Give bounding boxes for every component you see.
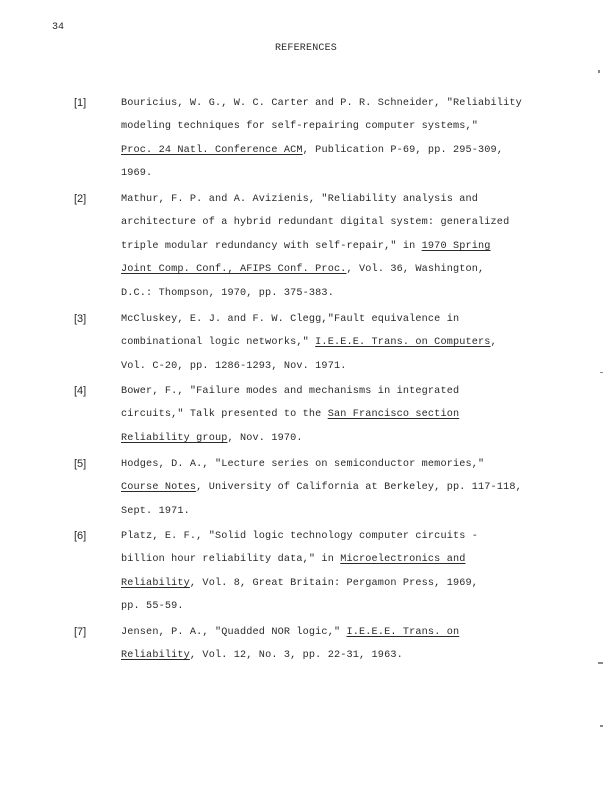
underlined-source: Course Notes xyxy=(121,482,197,494)
reference-line xyxy=(121,194,478,205)
reference-line xyxy=(121,264,484,275)
scan-mark xyxy=(598,70,600,73)
reference-text: , Nov. 1970. xyxy=(227,432,303,444)
reference-text: Platz, E. F., "Solid logic technology computer circuits - xyxy=(121,531,479,542)
underlined-source: Joint Comp. Conf., AFIPS Conf. Proc. xyxy=(121,264,347,276)
underlined-source: Reliability xyxy=(121,650,190,662)
reference-line xyxy=(121,433,303,444)
underlined-source: Reliability group xyxy=(121,432,228,444)
reference-line xyxy=(121,361,347,372)
reference-line xyxy=(121,288,334,299)
reference-line xyxy=(121,554,466,565)
reference-line xyxy=(121,98,522,109)
underlined-source: Proc. 24 Natl. Conference ACM xyxy=(121,144,303,156)
reference-line xyxy=(121,578,478,589)
underlined-source: Microelectronics and xyxy=(340,554,466,566)
reference-text: , Vol. 12, No. 3, pp. 22-31, 1963. xyxy=(189,650,403,662)
reference-line xyxy=(121,121,478,132)
reference-line xyxy=(121,482,522,493)
reference-number: [2] xyxy=(74,193,87,205)
reference-line xyxy=(121,217,509,228)
reference-line xyxy=(121,650,403,661)
reference-text: , University of California at Berkeley, pp. 117-118, xyxy=(196,482,522,494)
reference-text: Mathur, F. P. and A. Avizienis, "Reliability analysis and xyxy=(121,194,479,205)
page-number: 34 xyxy=(52,22,65,33)
reference-number: [7] xyxy=(74,626,87,638)
underlined-source: I.E.E.E. Trans. on xyxy=(346,627,460,638)
reference-text: D.C.: Thompson, 1970, pp. 375-383. xyxy=(121,287,334,299)
reference-line xyxy=(121,506,190,517)
reference-text: pp. 55-59. xyxy=(121,601,184,613)
reference-text: combinational logic networks," xyxy=(121,337,316,349)
reference-text: McCluskey, E. J. and F. W. Clegg,"Fault equivalence in xyxy=(121,314,460,325)
reference-line xyxy=(121,241,491,252)
reference-line xyxy=(121,459,484,470)
underlined-source: Reliability xyxy=(121,577,190,589)
reference-number: [4] xyxy=(74,385,87,397)
reference-line xyxy=(121,168,152,179)
reference-text: modeling techniques for self-repairing computer systems," xyxy=(121,121,479,133)
reference-text: Bower, F., "Failure modes and mechanisms in integrated xyxy=(121,386,460,397)
reference-text: triple modular redundancy with self-repair," in xyxy=(121,240,422,252)
reference-text: , Vol. 36, Washington, xyxy=(346,264,485,276)
reference-text: Jensen, P. A., "Quadded NOR logic," xyxy=(121,627,347,638)
reference-text: Bouricius, W. G., W. C. Carter and P. R. Schneider, "Reliability xyxy=(121,98,522,109)
reference-text: architecture of a hybrid redundant digital system: generalized xyxy=(121,217,510,229)
reference-text: 1969. xyxy=(121,168,153,180)
scan-mark xyxy=(600,372,603,373)
reference-text: circuits," Talk presented to the xyxy=(121,409,328,421)
reference-text: , Publication P-69, pp. 295-309, xyxy=(302,144,504,156)
reference-number: [1] xyxy=(74,97,87,109)
page-title: REFERENCES xyxy=(274,43,337,54)
reference-line xyxy=(121,314,459,325)
reference-number: [3] xyxy=(74,313,87,325)
reference-text: , xyxy=(490,337,497,349)
reference-text: Hodges, D. A., "Lecture series on semiconductor memories," xyxy=(121,459,485,470)
underlined-source: San Francisco section xyxy=(327,409,460,421)
scan-mark xyxy=(598,662,603,664)
reference-number: [5] xyxy=(74,458,87,470)
underlined-source: 1970 Spring xyxy=(421,240,491,252)
reference-text: , Vol. 8, Great Britain: Pergamon Press, 1969, xyxy=(189,577,479,589)
reference-text: Vol. C-20, pp. 1286-1293, Nov. 1971. xyxy=(121,360,347,372)
reference-text: billion hour reliability data," in xyxy=(121,554,341,566)
reference-text: Sept. 1971. xyxy=(121,505,190,517)
reference-line xyxy=(121,337,497,348)
underlined-source: I.E.E.E. Trans. on Computers xyxy=(315,337,491,349)
reference-line xyxy=(121,627,459,638)
reference-line xyxy=(121,386,459,397)
scan-mark xyxy=(600,725,603,727)
reference-line xyxy=(121,145,503,156)
reference-line xyxy=(121,531,478,542)
reference-number: [6] xyxy=(74,530,87,542)
reference-line xyxy=(121,601,184,612)
reference-line xyxy=(121,409,459,420)
